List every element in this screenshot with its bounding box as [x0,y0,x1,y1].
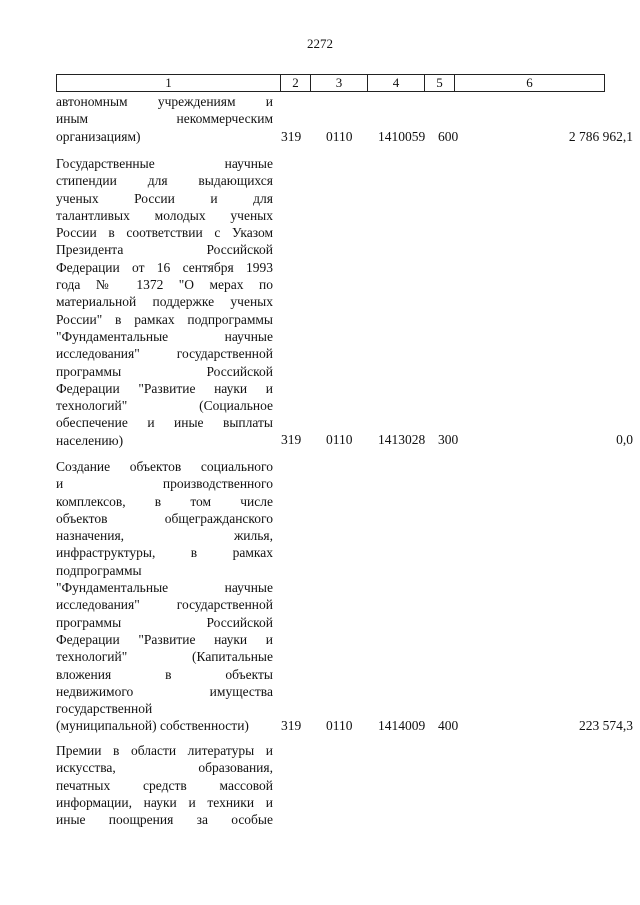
description-line: подпрограммы [56,562,142,578]
description-line: ученых России и для [56,190,273,206]
description-line: Федерации от 16 сентября 1993 [56,259,273,275]
row-description [56,93,273,145]
table-row [56,93,633,145]
table-row [56,742,616,828]
description-line: Государственные научные [56,156,273,171]
header-col-4: 4 [367,75,424,91]
table-header [56,74,605,92]
expense-type-cell: 300 [438,432,459,447]
description-line: программы Российской [56,614,273,630]
description-line: технологий" (Социальное [56,398,273,414]
description-line: стипендии для выдающихся [56,173,273,189]
description-line: "Фундаментальные научные [56,328,273,344]
amount-cell: 0,0 [616,432,633,447]
description-line: "Фундаментальные научные [56,580,273,596]
description-line: недвижимого имущества [56,683,273,699]
header-col-5: 5 [424,75,454,91]
description-line: иным некоммерческим [56,111,273,127]
description-line: печатных средств массовой [56,777,273,793]
description-line: Создание объектов социального [56,459,273,474]
description-line: технологий" (Капитальные [56,649,273,665]
description-line: России в соответствии с Указом [56,225,273,241]
razdel-cell: 319 [281,129,302,144]
description-line: иные поощрения за особые [56,812,273,828]
description-line: инфраструктуры, в рамках [56,545,273,561]
description-line: Премии в области литературы и [56,743,273,758]
description-line: искусства, образования, [56,760,273,776]
description-line: программы Российской [56,363,273,379]
description-line: года № 1372 "О мерах по [56,277,273,293]
description-line: Федерации "Развитие науки и [56,380,273,396]
description-line: исследования" государственной [56,346,273,362]
row-description [56,155,273,449]
amount-cell: 2 786 962,1 [568,129,633,144]
table-row [56,458,633,735]
target-article-cell: 1413028 [378,432,426,447]
expense-type-cell: 600 [438,129,459,144]
razdel-cell: 319 [281,718,302,733]
row-description [56,458,273,735]
razdel-cell: 319 [281,432,302,447]
description-line: талантливых молодых ученых [56,207,273,223]
description-line: комплексов, в том числе [56,493,273,509]
target-article-cell: 1414009 [378,718,426,733]
description-line: обеспечение и иные выплаты [56,415,273,431]
expense-type-cell: 400 [438,718,459,733]
description-line: России" в рамках подпрограммы [56,311,273,327]
description-line: назначения, жилья, [56,528,273,544]
header-col-3: 3 [310,75,367,91]
header-col-1: 1 [165,75,172,90]
podrazdel-cell: 0110 [326,129,353,144]
description-line: государственной [56,701,153,717]
description-line: организациям) [56,128,141,144]
description-line: материальной поддержке ученых [56,294,273,310]
amount-cell: 223 574,3 [579,718,633,733]
description-line: вложения в объекты [56,666,273,682]
row-description [56,742,273,828]
header-col-2: 2 [280,75,310,91]
podrazdel-cell: 0110 [326,432,353,447]
description-line: Президента Российской [56,242,273,258]
description-line: и производственного [56,476,273,492]
target-article-cell: 1410059 [378,129,426,144]
description-line: информации, науки и техники и [56,794,273,810]
table-row [56,155,633,449]
description-line: населению) [56,432,124,448]
description-line: автономным учреждениям и [56,94,273,109]
description-line: объектов общегражданского [56,510,273,526]
header-col-6: 6 [454,75,604,91]
description-line: (муниципальной) собственности) [56,718,249,734]
description-line: Федерации "Развитие науки и [56,631,273,647]
description-line: исследования" государственной [56,597,273,613]
page-number: 2272 [307,36,333,51]
podrazdel-cell: 0110 [326,718,353,733]
